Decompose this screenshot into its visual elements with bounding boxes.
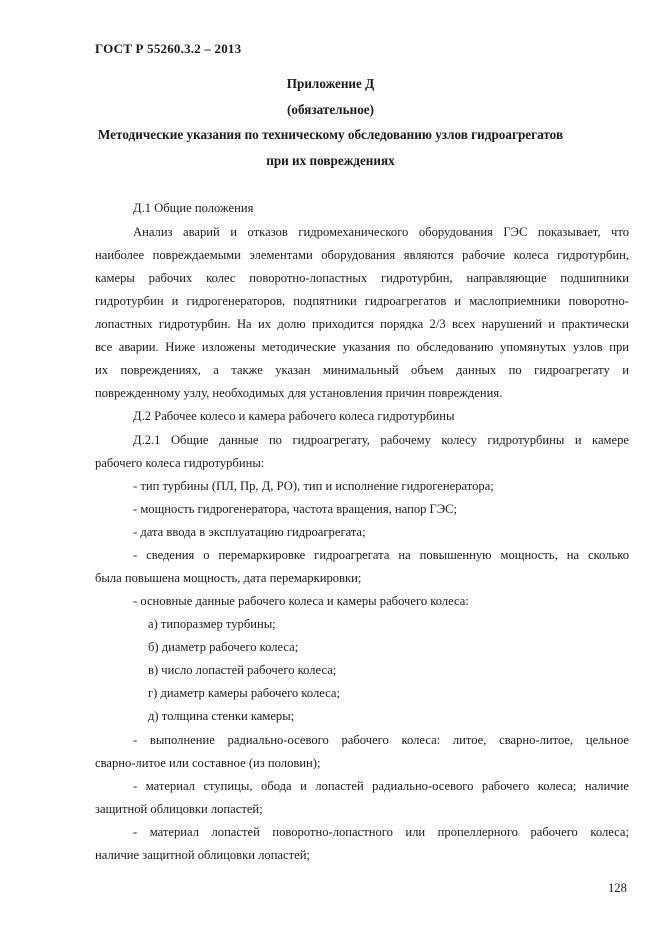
- text-line: Д.2.1 Общие данные по гидроагрегату, рабочему колесу гидротурбины и камере: [133, 433, 629, 447]
- text-line: лопастных гидротурбин. На их долю приходится порядка 2/3 всех нарушений и практически: [95, 317, 629, 331]
- appendix-heading-line-2: при их повреждениях: [266, 153, 395, 168]
- list-item: - материал ступицы, обода и лопастей радиально-осевого рабочего колеса; наличие: [133, 779, 629, 793]
- text-line: защитной облицовки лопастей;: [95, 802, 263, 816]
- sub-list-item: а) типоразмер турбины;: [148, 617, 276, 631]
- appendix-status: (обязательное): [286, 102, 375, 117]
- text-line: рабочего колеса гидротурбины:: [95, 456, 265, 470]
- list-item: - тип турбины (ПЛ, Пр, Д, РО), тип и исполнение гидрогенератора;: [133, 479, 494, 493]
- sub-list-item: в) число лопастей рабочего колеса;: [148, 663, 337, 677]
- sub-list-item: б) диаметр рабочего колеса;: [148, 640, 299, 654]
- section-heading: Д.2 Рабочее колесо и камера рабочего колеса гидротурбины: [133, 409, 455, 423]
- document-header: ГОСТ Р 55260.3.2 – 2013: [95, 41, 242, 56]
- sub-list-item: д) толщина стенки камеры;: [148, 709, 295, 723]
- page-number: 128: [608, 881, 627, 895]
- text-line: камеры рабочих колес поворотно-лопастных гидротурбин, направляющие подшипники: [95, 271, 629, 285]
- list-item: - сведения о перемаркировке гидроагрегата на повышенную мощность, на сколько: [133, 548, 629, 562]
- section-heading: Д.1 Общие положения: [133, 201, 254, 215]
- text-line: Анализ аварий и отказов гидромеханического оборудования ГЭС показывает, что: [133, 225, 629, 239]
- list-item: - мощность гидрогенератора, частота вращения, напор ГЭС;: [133, 502, 458, 516]
- list-item: - дата ввода в эксплуатацию гидроагрегата;: [133, 525, 366, 539]
- text-line: гидротурбин и гидрогенераторов, подпятники гидроагрегатов и маслоприемники поворотно-: [95, 294, 629, 308]
- text-line: их повреждениях, а также указан минимальный объем данных по гидроагрегату и: [95, 363, 629, 377]
- appendix-heading-line-1: Методические указания по техническому обследованию узлов гидроагрегатов: [97, 127, 564, 142]
- text-line: поврежденному узлу, необходимых для установления причин повреждения.: [95, 386, 503, 400]
- appendix-title: Приложение Д: [286, 76, 375, 91]
- list-item: - материал лопастей поворотно-лопастного или пропеллерного рабочего колеса;: [133, 825, 629, 839]
- text-line: наличие защитной облицовки лопастей;: [95, 848, 310, 862]
- list-item: - основные данные рабочего колеса и камеры рабочего колеса:: [133, 594, 469, 608]
- text-line: все аварии. Ниже изложены методические указания по обследованию упомянутых узлов при: [95, 340, 629, 354]
- list-item: - выполнение радиально-осевого рабочего колеса: литое, сварно-литое, цельное: [133, 733, 629, 747]
- text-line: была повышена мощность, дата перемаркировки;: [95, 571, 362, 585]
- text-line: наиболее повреждаемыми элементами оборудования являются рабочие колеса гидротурбин,: [95, 248, 629, 262]
- sub-list-item: г) диаметр камеры рабочего колеса;: [148, 686, 341, 700]
- text-line: сварно-литое или составное (из половин);: [95, 756, 321, 770]
